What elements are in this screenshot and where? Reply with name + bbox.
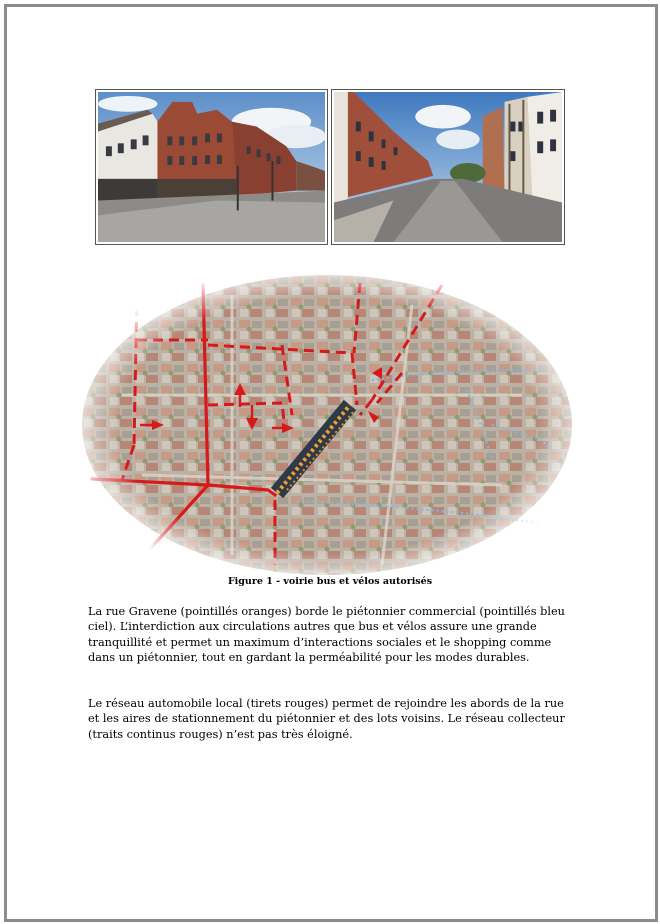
figure-caption: Figure 1 - voirie bus et vélos autorisés — [227, 576, 433, 587]
street-corner-photo — [95, 89, 328, 245]
body-paragraph: Le réseau automobile local (tirets rouges) permet de rejoindre les abords de la rue et les aires de stationnement du piétonnier et des lots voisins. Le réseau collecteur (traits continus rouges) n’est pas très éloigné. — [88, 697, 565, 741]
body-paragraph: La rue Gravene (pointillés oranges) borde le piétonnier commercial (pointillés bleu ciel). L’interdiction aux circulations autres que bus et vélos assure une grande tranquillité et permet un maximum d’interactions sociales et le shopping comme dans un piétonnier, tout en gardant la perméabilité pour les modes durables. — [88, 605, 565, 665]
pedestrian-street-photo — [331, 89, 565, 245]
aerial-network-map — [82, 275, 572, 575]
